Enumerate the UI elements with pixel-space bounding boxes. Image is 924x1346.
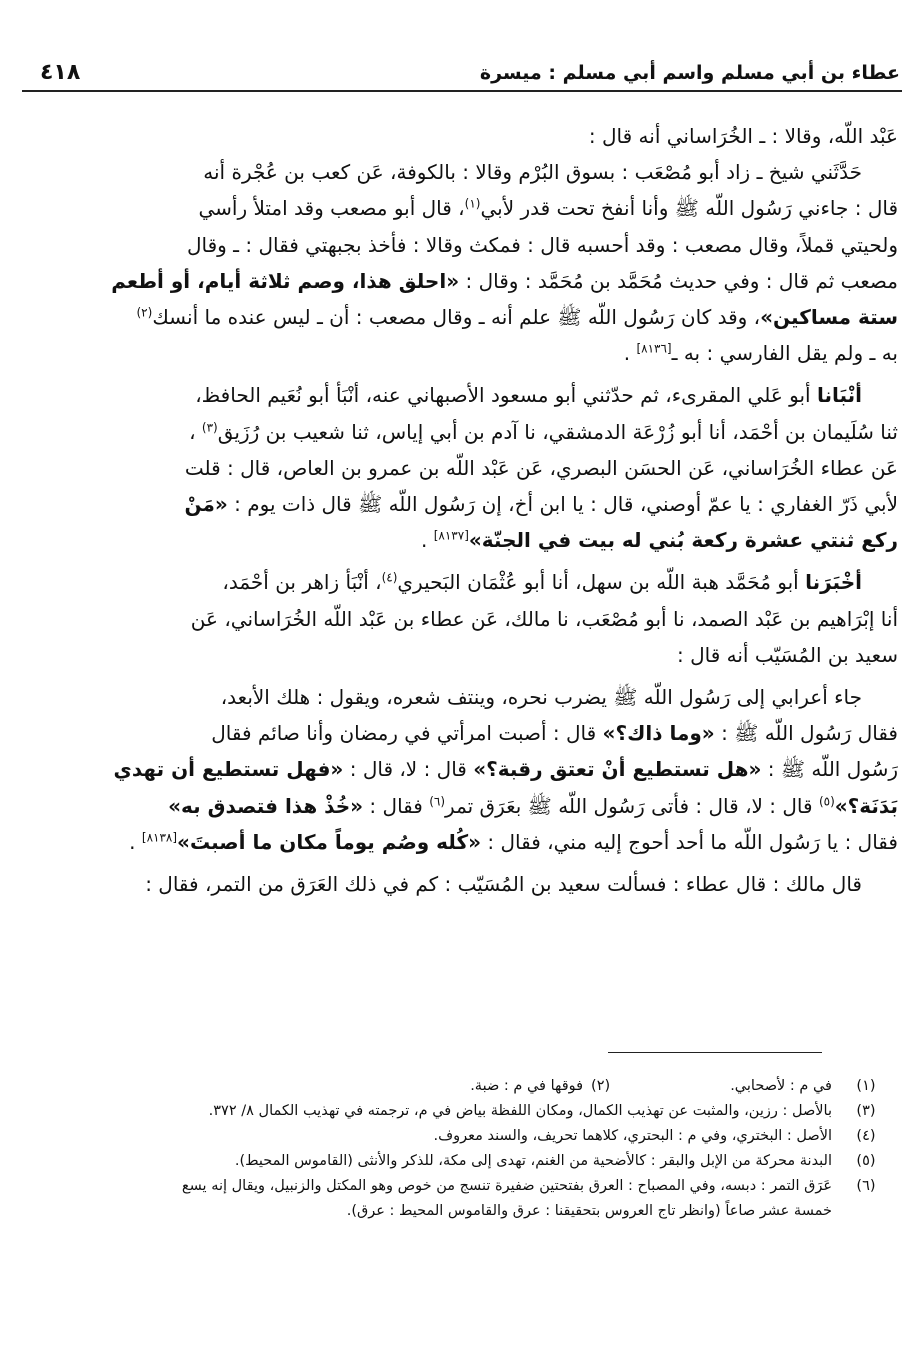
footnote-marker: (٥)	[818, 794, 835, 808]
footnote-text: البدنة محركة من الإبل والبقر : كالأضحية من الغنم، تهدى إلى مكة، للذكر والأنثى (القاموس المحيط).	[234, 1153, 832, 1169]
text-line: سعيد بن المُسَيّب أنه قال :	[676, 642, 898, 667]
text-line: رَسُول اللّه ﷺ : «هل تستطيع أنْ تعتق رقبة؟» قال : لا، قال : «فهل تستطيع أن تهدي	[113, 757, 898, 782]
hadith-number: [٨١٣٧]	[433, 528, 469, 543]
text-line: بَدَنَة؟»$^{(٥)}$ قال : لا، قال : فأتى رَسُول اللّه ﷺ بعَرَق تمر$^{(٦)}$ فقال : «خُذْ هذا فتصدق به»	[168, 793, 898, 818]
text-line: جاء أعرابي إلى رَسُول اللّه ﷺ يضرب نحره، وينتف شعره، ويقول : هلك الأبعد،	[220, 685, 862, 710]
footnote-text: فوقها في م : ضبة.	[470, 1078, 584, 1094]
footnote-separator	[608, 1052, 822, 1053]
footnote-marker: (٣)	[201, 419, 218, 434]
footnote-marker: (١)	[464, 196, 481, 211]
text-line: أنْبَانا أبو عَلي المقرىء، ثم حدّثني أبو مسعود الأصبهاني عنه، أنْبَأ أبو نُعَيم الحافظ،	[195, 383, 862, 408]
footnote-marker: (٢)	[136, 305, 153, 320]
text-line: قال : جاءني رَسُول اللّه ﷺ وأنا أنفخ تحت قدر لأبي$^{(١)}$، قال أبو مصعب وقد امتلأ رأسي	[198, 196, 898, 221]
footnote-row	[24, 1174, 900, 1199]
text-line: قال مالك : قال عطاء : فسألت سعيد بن المُسَيّب : كم في ذلك العَرَق من التمر، فقال :	[145, 872, 862, 897]
hadith-quote: «خُذْ هذا فتصدق به»	[168, 793, 364, 818]
page-number: ٤١٨	[40, 60, 81, 85]
text-line: به ـ ولم يقل الفارسي : به ـ[٨١٣٦] .	[623, 341, 898, 366]
footnote-number: (١)	[856, 1078, 876, 1094]
footnote-row	[24, 1149, 900, 1174]
footnote-text: عَرَق التمر : دبسه، وفي المصباح : العرق بفتحتين ضفيرة تنسج من خوص وهو المكتل والزنبيل، ويقال إنه يسع	[181, 1178, 832, 1194]
text-line: فقال : يا رَسُول اللّه ما أحد أحوج إليه مني، فقال : «كُله وصُم يوماً مكان ما أصبتَ»[٨١٣٨] .	[129, 829, 898, 854]
hadith-quote: «مَنْ	[184, 492, 228, 517]
footnote-marker: (٦)	[429, 794, 446, 808]
text-line: عَن عطاء الخُرَاساني، عَن الحسَن البصري، عَن عَبْد اللّه بن عمرو بن العاص، قال : قلت	[184, 455, 898, 480]
text-line: ثنا سُلَيمان بن أحْمَد، أنا أبو زُرْعَة الدمشقي، نا آدم بن أبي إياس، ثنا شعيب بن رُزَيق$^{(٣)}$ ،	[189, 419, 898, 444]
text-line: حَدَّثَني شيخ ـ زاد أبو مُصْعَب : بسوق البُرْم وقالا : بالكوفة، عَن كعب بن عُجْرة أنه	[203, 160, 862, 185]
text-line: فقال رَسُول اللّه ﷺ : «وما ذاك؟» قال : أصبت امرأتي في رمضان وأنا صائم فقال	[211, 721, 898, 746]
text-line: مصعب ثم قال : وفي حديث مُحَمَّد بن مُحَمَّد : وقال : «احلق هذا، وصم ثلاثة أيام، أو أطعم	[111, 268, 898, 293]
hadith-quote: بَدَنَة؟»	[834, 793, 898, 818]
text-line: ستة مساكين»، وقد كان رَسُول اللّه ﷺ علم أنه ـ وقال مصعب : أن ـ ليس عنده ما أنسك$^{(٢)}$	[136, 305, 898, 330]
text-line: أنا إبْرَاهيم بن عَبْد الصمد، نا أبو مُصْعَب، نا مالك، عَن عطاء بن عَبْد اللّه الخُرَاساني، عَن	[190, 606, 898, 631]
hadith-quote: «هل تستطيع أنْ تعتق رقبة؟»	[473, 757, 762, 782]
footnote-row	[24, 1124, 900, 1149]
footnote-row	[24, 1074, 900, 1099]
footnote-text: في م : لأصحابي.	[730, 1078, 832, 1094]
footnote-marker: (٤)	[381, 570, 398, 585]
text-line: ركع ثنتي عشرة ركعة بُني له بيت في الجنّة»[٨١٣٧] .	[421, 528, 898, 553]
footnote-number: (٢)	[591, 1078, 611, 1094]
text-line: لأبي ذَرّ الغفاري : يا عمّ أوصني، قال : يا ابن أخ، إن رَسُول اللّه ﷺ قال ذات يوم : «مَنْ	[184, 492, 898, 517]
isnad-keyword: أخْبَرَنا	[805, 570, 862, 595]
footnote-continuation: خمسة عشر صاعاً (وانظر تاج العروس بتحقيقنا : عرق والقاموس المحيط : عرق).	[346, 1203, 832, 1219]
hadith-quote: «وما ذاك؟»	[602, 721, 715, 746]
hadith-quote: «فهل تستطيع أن تهدي	[113, 757, 344, 782]
footnote-number: (٤)	[856, 1128, 876, 1144]
page-header	[22, 58, 902, 92]
isnad-keyword: أنْبَانا	[816, 383, 862, 408]
hadith-number: [٨١٣٨]	[141, 830, 178, 845]
footnote-number: (٣)	[856, 1103, 876, 1119]
hadith-quote: «احلق هذا، وصم ثلاثة أيام، أو أطعم	[111, 268, 460, 293]
footnote-row	[24, 1099, 900, 1124]
hadith-quote: ركع ثنتي عشرة ركعة بُني له بيت في الجنّة»	[468, 528, 898, 553]
footnote-number: (٥)	[856, 1153, 876, 1169]
footnote-number: (٦)	[856, 1178, 876, 1194]
text-line: عَبْد اللّه، وقالا : ـ الخُرَاساني أنه قال :	[588, 124, 898, 148]
footnotes	[24, 1074, 900, 1224]
text-line: ولحيتي قملاً، وقال مصعب : وقد أحسبه قال : فمكث وقالا : فأخذ بجبهتي فقال : ـ وقال	[186, 232, 898, 257]
hadith-number: [٨١٣٦]	[636, 341, 672, 356]
text-line: أخْبَرَنا أبو مُحَمَّد هبة اللّه بن سهل، أنا أبو عُثْمَان البَحيري$^{(٤)}$، أنْبَأ زاهر بن أحْمَد،	[222, 570, 862, 595]
main-text	[24, 118, 898, 902]
hadith-quote: «كُله وصُم يوماً مكان ما أصبتَ»	[177, 829, 482, 854]
footnote-text: الأصل : البختري، وفي م : البحتري، كلاهما تحريف، والسند معروف.	[433, 1128, 832, 1144]
hadith-quote: ستة مساكين»	[760, 305, 898, 330]
running-title: عطاء بن أبي مسلم واسم أبي مسلم : ميسرة	[479, 62, 900, 84]
footnote-text: بالأصل : رزين، والمثبت عن تهذيب الكمال، ومكان اللفظة بياض في م، ترجمته في تهذيب الكمال ٨/ ٣٧٢.	[208, 1103, 832, 1119]
